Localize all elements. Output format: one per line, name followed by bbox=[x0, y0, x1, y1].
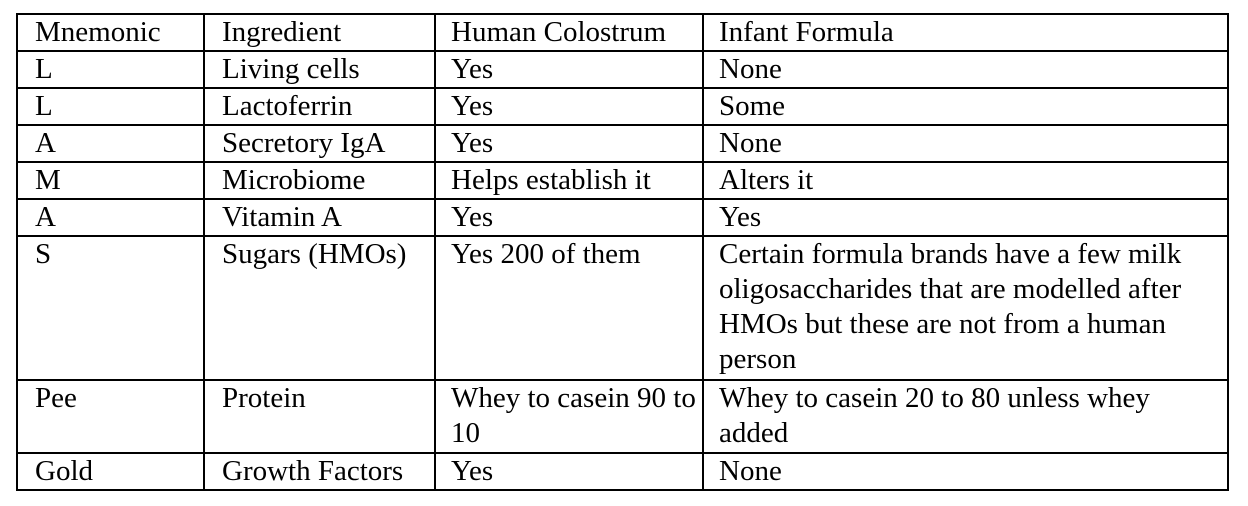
cell-mnemonic: A bbox=[17, 199, 204, 236]
cell-mnemonic: Gold bbox=[17, 453, 204, 490]
cell-ingredient: Sugars (HMOs) bbox=[204, 236, 435, 380]
cell-mnemonic: S bbox=[17, 236, 204, 380]
cell-ingredient: Secretory IgA bbox=[204, 125, 435, 162]
cell-infant-formula: None bbox=[703, 51, 1228, 88]
cell-mnemonic: Pee bbox=[17, 380, 204, 453]
cell-mnemonic: L bbox=[17, 51, 204, 88]
cell-ingredient: Growth Factors bbox=[204, 453, 435, 490]
cell-human-colostrum: Yes bbox=[435, 51, 703, 88]
cell-mnemonic: A bbox=[17, 125, 204, 162]
cell-human-colostrum: Yes bbox=[435, 125, 703, 162]
cell-infant-formula: Certain formula brands have a few milk oligosaccharides that are modelled after HMOs but these are not from a human person bbox=[703, 236, 1228, 380]
cell-ingredient: Microbiome bbox=[204, 162, 435, 199]
table-row bbox=[17, 199, 1228, 236]
table-row bbox=[17, 380, 1228, 453]
table-row bbox=[17, 162, 1228, 199]
cell-infant-formula: Some bbox=[703, 88, 1228, 125]
header-infant-formula: Infant Formula bbox=[703, 14, 1228, 51]
cell-mnemonic: M bbox=[17, 162, 204, 199]
table-row bbox=[17, 88, 1228, 125]
cell-human-colostrum: Yes 200 of them bbox=[435, 236, 703, 380]
cell-human-colostrum: Whey to casein 90 to 10 bbox=[435, 380, 703, 453]
header-ingredient: Ingredient bbox=[204, 14, 435, 51]
comparison-table bbox=[16, 13, 1229, 491]
table-row bbox=[17, 453, 1228, 490]
table-header-row bbox=[17, 14, 1228, 51]
cell-ingredient: Vitamin A bbox=[204, 199, 435, 236]
cell-infant-formula: None bbox=[703, 453, 1228, 490]
cell-human-colostrum: Yes bbox=[435, 453, 703, 490]
cell-human-colostrum: Yes bbox=[435, 88, 703, 125]
header-human-colostrum: Human Colostrum bbox=[435, 14, 703, 51]
header-mnemonic: Mnemonic bbox=[17, 14, 204, 51]
cell-infant-formula: None bbox=[703, 125, 1228, 162]
cell-human-colostrum: Yes bbox=[435, 199, 703, 236]
cell-ingredient: Lactoferrin bbox=[204, 88, 435, 125]
table-row bbox=[17, 236, 1228, 380]
cell-mnemonic: L bbox=[17, 88, 204, 125]
cell-infant-formula: Whey to casein 20 to 80 unless whey added bbox=[703, 380, 1228, 453]
cell-infant-formula: Yes bbox=[703, 199, 1228, 236]
cell-ingredient: Living cells bbox=[204, 51, 435, 88]
cell-ingredient: Protein bbox=[204, 380, 435, 453]
table-row bbox=[17, 125, 1228, 162]
cell-human-colostrum: Helps establish it bbox=[435, 162, 703, 199]
table-row bbox=[17, 51, 1228, 88]
cell-infant-formula: Alters it bbox=[703, 162, 1228, 199]
